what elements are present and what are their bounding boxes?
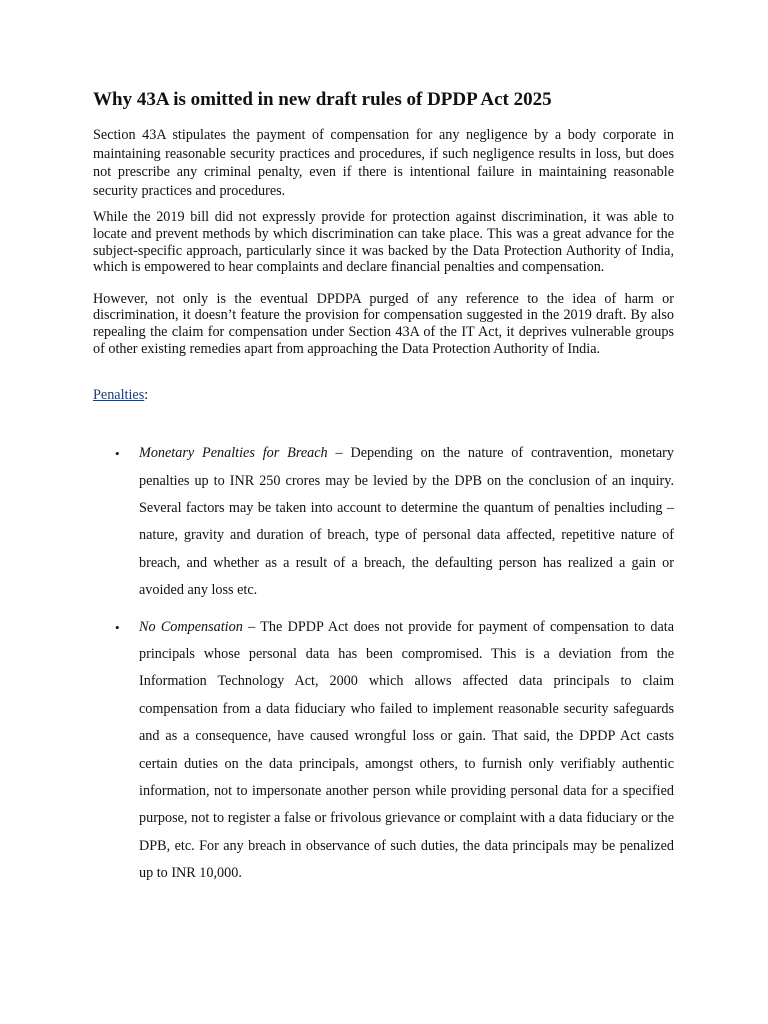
- penalties-heading: [93, 386, 674, 404]
- bullet-text-no-compensation: – The DPDP Act does not provide for payment of compensation to data principals whose personal data has been compromised. This is a deviation from the Information Technology Act, 2000 which allows affected data principals to claim compensation from a data fiduciary who failed to implement reasonable security safeguards and as a consequence, have caused wrongful loss or gain. That said, the DPDP Act casts certain duties on the data principals, amongst others, to furnish only verifiably authentic information, not to impersonate another person while providing personal data for a specified purpose, not to register a false or frivolous grievance or complaint with a data fiduciary or the DPB, etc. For any breach in observance of such duties, the data principals may be penalized up to INR 10,000.: [139, 618, 675, 882]
- paragraph-2019-bill: While the 2019 bill did not expressly provide for protection against discrimination, it was able to locate and prevent methods by which discrimination can take place. This was a great advance for the subject-specific approach, particularly since it was backed by the Data Protection Authority of India, which is empowered to hear complaints and declare financial penalties and compensation.: [93, 209, 674, 276]
- paragraph-dpdpa-harm: However, not only is the eventual DPDPA purged of any reference to the idea of harm or discrimination, it doesn’t feature the provision for compensation suggested in the 2019 draft. By also repealing the claim for compensation under Section 43A of the IT Act, it deprives vulnerable groups of other existing remedies apart from approaching the Data Protection Authority of India.: [93, 290, 674, 357]
- paragraph-section-43a: Section 43A stipulates the payment of compensation for any negligence by a body corporate in maintaining reasonable security practices and procedures, if such negligence results in loss, but does not prescribe any criminal penalty, even if there is intentional failure in maintaining reasonable security practices and procedures.: [93, 127, 674, 199]
- penalties-list: [93, 440, 674, 888]
- bullet-icon: •: [115, 446, 120, 462]
- list-item-no-compensation: [93, 614, 674, 888]
- bullet-lead-no-compensation: No Compensation: [139, 618, 243, 635]
- bullet-icon: •: [115, 619, 120, 635]
- bullet-text-monetary-penalties: – Depending on the nature of contravention, monetary penalties up to INR 250 crores may be levied by the DPB on the conclusion of an inquiry. Several factors may be taken into account to determine the quantum of penalties including – nature, gravity and duration of breach, type of personal data affected, repetitive nature of breach, and whether as a result of a breach, the defaulting person has realized a gain or avoided any loss etc.: [139, 445, 674, 599]
- bullet-lead-monetary-penalties: Monetary Penalties for Breach: [139, 445, 328, 462]
- document-title: Why 43A is omitted in new draft rules of DPDP Act 2025: [93, 89, 552, 110]
- list-item-monetary-penalties: [93, 440, 674, 604]
- document-page: [93, 88, 674, 888]
- penalties-colon: :: [144, 387, 149, 404]
- penalties-link[interactable]: Penalties: [93, 387, 145, 404]
